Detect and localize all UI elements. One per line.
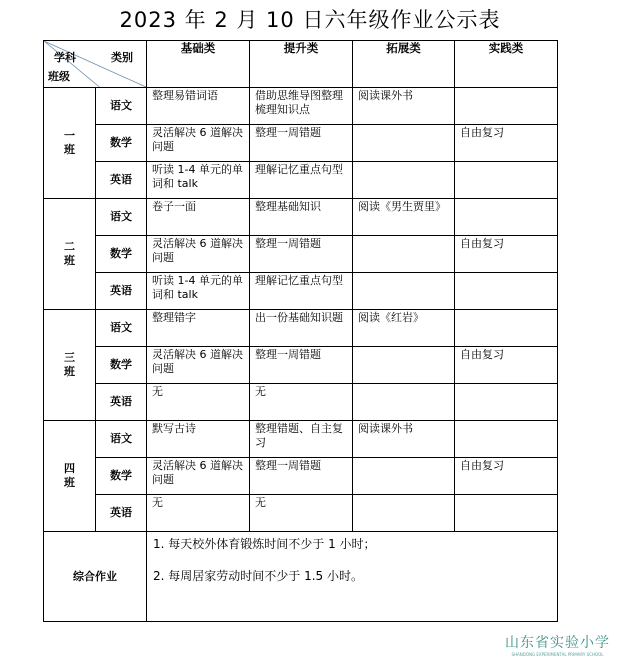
homework-cell: 自由复习 [455,125,558,162]
homework-cell [455,495,558,532]
class-axis-label: 班级 [48,70,70,83]
homework-cell [455,310,558,347]
subject-axis-label: 学科 [54,51,76,64]
table-row [44,384,558,421]
subject-cell: 语文 [96,310,147,347]
school-logo-name: 山东省实验小学 [505,635,610,651]
category-header: 提升类 [250,41,353,88]
table-row [44,347,558,384]
homework-cell [353,162,455,199]
class-name-cell: 一 班 [44,88,96,199]
subject-cell: 英语 [96,384,147,421]
homework-cell: 自由复习 [455,236,558,273]
homework-cell: 理解记忆重点句型 [250,162,353,199]
subject-cell: 英语 [96,162,147,199]
header-corner-cell [44,41,147,88]
homework-cell: 灵活解决 6 道解决问题 [147,458,250,495]
homework-cell: 无 [250,384,353,421]
school-logo [505,632,610,657]
subject-cell: 语文 [96,421,147,458]
homework-cell: 借助思维导图整理梳理知识点 [250,88,353,125]
homework-cell: 理解记忆重点句型 [250,273,353,310]
subject-cell: 数学 [96,458,147,495]
homework-cell [353,236,455,273]
homework-cell: 听读 1-4 单元的单词和 talk [147,162,250,199]
homework-cell [353,384,455,421]
homework-cell: 整理一周错题 [250,236,353,273]
homework-cell: 出一份基础知识题 [250,310,353,347]
table-row [44,88,558,125]
table-row [44,199,558,236]
subject-cell: 数学 [96,236,147,273]
table-row [44,125,558,162]
homework-cell [353,458,455,495]
homework-cell: 灵活解决 6 道解决问题 [147,347,250,384]
homework-cell: 阅读《男生贾里》 [353,199,455,236]
homework-cell: 灵活解决 6 道解决问题 [147,125,250,162]
homework-cell [353,495,455,532]
table-row [44,458,558,495]
subject-cell: 英语 [96,495,147,532]
homework-cell [455,199,558,236]
class-name-cell: 四 班 [44,421,96,532]
homework-cell [455,421,558,458]
subject-cell: 语文 [96,199,147,236]
homework-cell: 无 [250,495,353,532]
subject-cell: 语文 [96,88,147,125]
summary-row [44,532,558,622]
homework-cell: 无 [147,384,250,421]
homework-cell: 整理一周错题 [250,458,353,495]
table-row [44,162,558,199]
table-row [44,495,558,532]
homework-cell: 整理错题、自主复习 [250,421,353,458]
homework-cell: 听读 1-4 单元的单词和 talk [147,273,250,310]
homework-cell: 自由复习 [455,347,558,384]
homework-cell: 阅读课外书 [353,88,455,125]
homework-cell [353,273,455,310]
school-logo-subtitle: SHANDONG EXPERIMENTAL PRIMARY SCHOOL [511,652,604,657]
homework-cell: 整理错字 [147,310,250,347]
header-row [44,41,558,88]
page-title: 2023 年 2 月 10 日六年级作业公示表 [119,8,501,32]
summary-item: 2. 每周居家劳动时间不少于 1.5 小时。 [153,569,363,583]
table-row [44,273,558,310]
category-header: 拓展类 [353,41,455,88]
homework-cell [455,88,558,125]
table-row [44,421,558,458]
homework-cell: 整理基础知识 [250,199,353,236]
homework-cell [353,347,455,384]
class-name-cell: 二 班 [44,199,96,310]
homework-cell: 整理一周错题 [250,347,353,384]
table-row [44,236,558,273]
homework-cell: 默写古诗 [147,421,250,458]
class-name-cell: 三 班 [44,310,96,421]
homework-cell: 阅读《红岩》 [353,310,455,347]
table-row [44,310,558,347]
homework-cell: 灵活解决 6 道解决问题 [147,236,250,273]
summary-item: 1. 每天校外体育锻炼时间不少于 1 小时； [153,537,376,551]
homework-cell: 整理易错词语 [147,88,250,125]
category-header: 实践类 [455,41,558,88]
subject-cell: 数学 [96,125,147,162]
summary-content [147,532,558,622]
summary-label: 综合作业 [44,532,147,622]
homework-cell [455,162,558,199]
homework-cell: 阅读课外书 [353,421,455,458]
homework-cell [455,384,558,421]
homework-cell: 卷子一面 [147,199,250,236]
subject-cell: 数学 [96,347,147,384]
category-header: 基础类 [147,41,250,88]
homework-table [43,40,558,622]
subject-cell: 英语 [96,273,147,310]
category-axis-label: 类别 [111,51,133,64]
homework-cell: 整理一周错题 [250,125,353,162]
homework-cell: 无 [147,495,250,532]
homework-cell [353,125,455,162]
homework-cell: 自由复习 [455,458,558,495]
homework-cell [455,273,558,310]
